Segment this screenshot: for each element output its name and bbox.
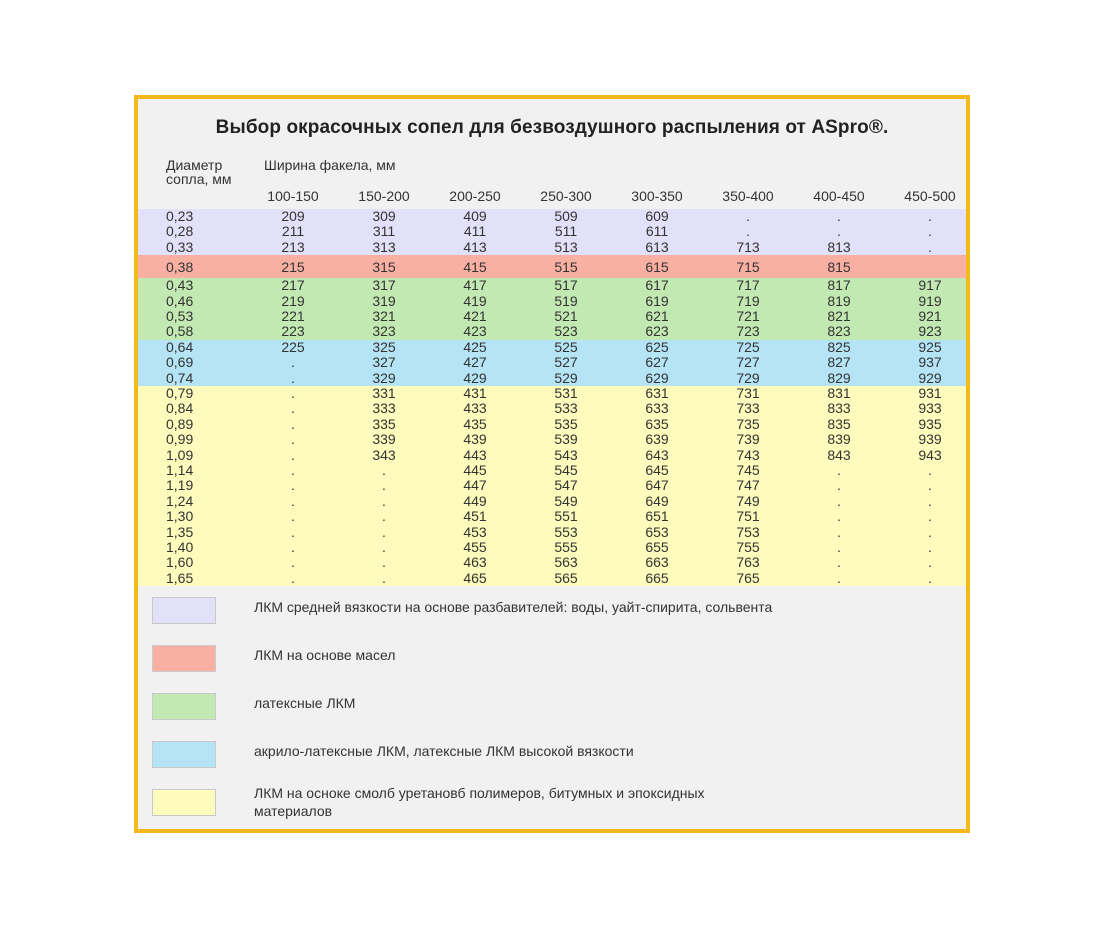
legend-swatch — [152, 597, 216, 624]
nozzle-code-cell: . — [382, 477, 386, 494]
nozzle-code-cell: 733 — [736, 400, 760, 417]
nozzle-code-cell: 217 — [281, 277, 305, 294]
table-row — [138, 417, 966, 432]
nozzle-code-cell: . — [382, 569, 386, 586]
diameter-cell: 1,09 — [166, 446, 194, 463]
nozzle-code-cell: 429 — [463, 369, 487, 386]
nozzle-code-cell: 931 — [918, 385, 942, 401]
nozzle-code-cell: 443 — [463, 446, 487, 463]
table-row — [138, 432, 966, 447]
diameter-cell: 1,65 — [166, 569, 194, 586]
nozzle-code-cell: 313 — [372, 238, 396, 255]
table-row — [138, 224, 966, 239]
nozzle-code-cell: 219 — [281, 292, 305, 309]
table-row — [138, 340, 966, 355]
nozzle-code-cell: 625 — [645, 338, 669, 355]
nozzle-code-cell: 211 — [281, 223, 305, 240]
nozzle-code-cell: 665 — [645, 569, 669, 586]
nozzle-code-cell: 511 — [554, 223, 578, 240]
diameter-cell: 0,38 — [166, 259, 194, 276]
nozzle-code-cell: 721 — [736, 308, 760, 324]
nozzle-code-cell: 835 — [827, 415, 851, 432]
nozzle-code-cell: 653 — [645, 523, 669, 540]
nozzle-code-cell: 609 — [645, 208, 669, 224]
nozzle-chart-frame — [134, 95, 970, 833]
nozzle-code-cell: 919 — [918, 292, 942, 309]
nozzle-code-cell: 747 — [736, 477, 760, 494]
nozzle-code-cell: 823 — [827, 323, 851, 340]
column-header: 450-500 — [904, 188, 956, 204]
nozzle-code-cell: 455 — [463, 539, 487, 555]
nozzle-code-cell: . — [746, 223, 750, 240]
diameter-cell: 0,89 — [166, 415, 194, 432]
nozzle-code-cell: 617 — [645, 277, 669, 294]
nozzle-code-cell: 765 — [736, 569, 760, 586]
nozzle-code-cell: 735 — [736, 415, 760, 432]
diameter-cell: 1,14 — [166, 462, 194, 478]
nozzle-code-cell: 449 — [463, 492, 487, 509]
nozzle-code-cell: 929 — [918, 369, 942, 386]
diameter-cell: 0,46 — [166, 292, 194, 309]
nozzle-code-cell: . — [291, 415, 295, 432]
nozzle-code-cell: 939 — [918, 431, 942, 448]
diameter-cell: 1,30 — [166, 508, 194, 525]
table-row — [138, 260, 966, 275]
diameter-cell: 0,58 — [166, 323, 194, 340]
page-title: Выбор окрасочных сопел для безвоздушного распыления от ASpro®. — [215, 117, 889, 138]
table-row — [138, 209, 966, 224]
nozzle-code-cell: . — [837, 523, 841, 540]
nozzle-code-cell: . — [291, 385, 295, 401]
nozzle-code-cell: . — [837, 462, 841, 478]
column-header: 100-150 — [267, 188, 319, 204]
nozzle-code-cell: . — [291, 369, 295, 386]
nozzle-code-cell: . — [291, 508, 295, 525]
nozzle-code-cell: 745 — [736, 462, 760, 478]
nozzle-code-cell: . — [382, 554, 386, 571]
table-row — [138, 386, 966, 401]
nozzle-code-cell: 325 — [372, 338, 396, 355]
nozzle-code-cell: 833 — [827, 400, 851, 417]
nozzle-code-cell: 411 — [463, 223, 487, 240]
nozzle-code-cell: 335 — [372, 415, 396, 432]
nozzle-code-cell: 421 — [463, 308, 487, 324]
nozzle-code-cell: 223 — [281, 323, 305, 340]
legend-text: ЛКМ на осноке смолб уретановб полимеров, битумных и эпоксидных материалов — [254, 785, 705, 819]
nozzle-code-cell: 319 — [372, 292, 396, 309]
nozzle-code-cell: 535 — [554, 415, 578, 432]
nozzle-code-cell: 921 — [918, 308, 942, 324]
nozzle-code-cell: . — [837, 208, 841, 224]
diameter-cell: 0,43 — [166, 277, 194, 294]
nozzle-code-cell: . — [291, 431, 295, 448]
diameter-cell: 1,19 — [166, 477, 194, 494]
nozzle-code-cell: 623 — [645, 323, 669, 340]
nozzle-code-cell: 615 — [645, 259, 669, 276]
nozzle-code-cell: 719 — [736, 292, 760, 309]
nozzle-code-cell: 923 — [918, 323, 942, 340]
nozzle-code-cell: . — [928, 569, 932, 586]
nozzle-code-cell: 215 — [281, 259, 305, 276]
table-row — [138, 509, 966, 524]
nozzle-code-cell: 465 — [463, 569, 487, 586]
nozzle-code-cell: 739 — [736, 431, 760, 448]
nozzle-code-cell: . — [837, 508, 841, 525]
nozzle-code-cell: . — [291, 354, 295, 371]
nozzle-code-cell: 463 — [463, 554, 487, 571]
nozzle-code-cell: . — [928, 523, 932, 540]
diameter-cell: 1,40 — [166, 539, 194, 555]
legend-text: ЛКМ средней вязкости на основе разбавителей: воды, уайт-спирита, сольвента — [254, 599, 773, 615]
nozzle-code-cell: . — [837, 539, 841, 555]
nozzle-code-cell: . — [291, 446, 295, 463]
nozzle-code-cell: 943 — [918, 446, 942, 463]
nozzle-code-cell: 431 — [463, 385, 487, 401]
nozzle-code-cell: 517 — [554, 277, 578, 294]
nozzle-code-cell: 751 — [736, 508, 760, 525]
legend-text: акрило-латексные ЛКМ, латексные ЛКМ высокой вязкости — [254, 743, 634, 759]
nozzle-code-cell: 525 — [554, 338, 578, 355]
nozzle-code-cell: . — [928, 554, 932, 571]
nozzle-code-cell: . — [382, 492, 386, 509]
legend-swatch — [152, 693, 216, 720]
nozzle-code-cell: . — [382, 508, 386, 525]
diameter-cell: 0,53 — [166, 308, 194, 324]
nozzle-code-cell: 549 — [554, 492, 578, 509]
nozzle-code-cell: 225 — [281, 338, 305, 355]
nozzle-code-cell: 551 — [554, 508, 578, 525]
diameter-cell: 0,69 — [166, 354, 194, 371]
nozzle-code-cell: . — [291, 539, 295, 555]
nozzle-code-cell: 221 — [281, 308, 305, 324]
diameter-cell: 0,33 — [166, 238, 194, 255]
nozzle-code-cell: . — [291, 477, 295, 494]
nozzle-code-cell: 651 — [645, 508, 669, 525]
nozzle-code-cell: 613 — [645, 238, 669, 255]
nozzle-code-cell: 731 — [736, 385, 760, 401]
nozzle-code-cell: 937 — [918, 354, 942, 371]
nozzle-code-cell: 917 — [918, 277, 942, 294]
nozzle-code-cell: . — [928, 223, 932, 240]
nozzle-code-cell: 415 — [463, 259, 487, 276]
nozzle-code-cell: 815 — [827, 259, 851, 276]
table-row — [138, 278, 966, 293]
table-row — [138, 324, 966, 339]
diameter-cell: 1,24 — [166, 492, 194, 509]
table-row — [138, 555, 966, 570]
column-header: 400-450 — [813, 188, 865, 204]
nozzle-code-cell: 555 — [554, 539, 578, 555]
diameter-cell: 0,99 — [166, 431, 194, 448]
nozzle-code-cell: 529 — [554, 369, 578, 386]
nozzle-code-cell: 933 — [918, 400, 942, 417]
diameter-cell: 1,35 — [166, 523, 194, 540]
legend-swatch — [152, 789, 216, 816]
table-row — [138, 309, 966, 324]
nozzle-code-cell: 645 — [645, 462, 669, 478]
column-header: 150-200 — [358, 188, 410, 204]
nozzle-code-cell: . — [837, 477, 841, 494]
nozzle-code-cell: 519 — [554, 292, 578, 309]
table-row — [138, 478, 966, 493]
nozzle-code-cell: 439 — [463, 431, 487, 448]
nozzle-code-cell: 631 — [645, 385, 669, 401]
nozzle-code-cell: 327 — [372, 354, 396, 371]
nozzle-code-cell: . — [837, 554, 841, 571]
nozzle-code-cell: 329 — [372, 369, 396, 386]
nozzle-code-cell: 323 — [372, 323, 396, 340]
nozzle-code-cell: 533 — [554, 400, 578, 417]
nozzle-code-cell: 829 — [827, 369, 851, 386]
nozzle-code-cell: . — [837, 492, 841, 509]
nozzle-code-cell: 333 — [372, 400, 396, 417]
nozzle-code-cell: 639 — [645, 431, 669, 448]
nozzle-code-cell: 331 — [372, 385, 396, 401]
nozzle-code-cell: 509 — [554, 208, 578, 224]
table-row — [138, 463, 966, 478]
table-row — [138, 494, 966, 509]
nozzle-code-cell: 839 — [827, 431, 851, 448]
nozzle-code-cell: 433 — [463, 400, 487, 417]
nozzle-code-cell: 339 — [372, 431, 396, 448]
nozzle-code-cell: . — [291, 462, 295, 478]
nozzle-code-cell: 729 — [736, 369, 760, 386]
nozzle-code-cell: 643 — [645, 446, 669, 463]
legend-text: ЛКМ на основе масел — [254, 647, 396, 663]
nozzle-code-cell: . — [746, 208, 750, 224]
nozzle-code-cell: 715 — [736, 259, 760, 276]
nozzle-code-cell: 435 — [463, 415, 487, 432]
nozzle-code-cell: 635 — [645, 415, 669, 432]
nozzle-code-cell: . — [928, 539, 932, 555]
nozzle-code-cell: 627 — [645, 354, 669, 371]
nozzle-code-cell: 655 — [645, 539, 669, 555]
nozzle-code-cell: . — [291, 569, 295, 586]
diameter-cell: 0,74 — [166, 369, 194, 386]
nozzle-code-cell: 611 — [645, 223, 669, 240]
nozzle-code-cell: 843 — [827, 446, 851, 463]
legend-text: латексные ЛКМ — [254, 695, 356, 711]
nozzle-code-cell: 343 — [372, 446, 396, 463]
nozzle-code-cell: 647 — [645, 477, 669, 494]
nozzle-code-cell: 553 — [554, 523, 578, 540]
nozzle-code-cell: 565 — [554, 569, 578, 586]
nozzle-code-cell: 749 — [736, 492, 760, 509]
nozzle-code-cell: 321 — [372, 308, 396, 324]
nozzle-code-cell: 311 — [372, 223, 396, 240]
nozzle-code-cell: 417 — [463, 277, 487, 294]
nozzle-code-cell: 629 — [645, 369, 669, 386]
legend-swatch — [152, 741, 216, 768]
diameter-cell: 0,79 — [166, 385, 194, 401]
nozzle-code-cell: 817 — [827, 277, 851, 294]
nozzle-code-cell: 409 — [463, 208, 487, 224]
nozzle-code-cell: 453 — [463, 523, 487, 540]
nozzle-code-cell: 827 — [827, 354, 851, 371]
nozzle-code-cell: . — [382, 539, 386, 555]
nozzle-code-cell: 723 — [736, 323, 760, 340]
nozzle-code-cell: . — [382, 523, 386, 540]
diameter-header: Диаметр сопла, мм — [166, 157, 232, 187]
nozzle-code-cell: 213 — [281, 238, 305, 255]
nozzle-code-cell: 445 — [463, 462, 487, 478]
nozzle-code-cell: 309 — [372, 208, 396, 224]
nozzle-code-cell: 451 — [463, 508, 487, 525]
nozzle-code-cell: 825 — [827, 338, 851, 355]
fan-width-header: Ширина факела, мм — [264, 157, 396, 173]
table-row — [138, 355, 966, 370]
nozzle-code-cell: 531 — [554, 385, 578, 401]
diameter-cell: 0,64 — [166, 338, 194, 355]
nozzle-code-cell: 727 — [736, 354, 760, 371]
nozzle-code-cell: 527 — [554, 354, 578, 371]
nozzle-code-cell: 619 — [645, 292, 669, 309]
diameter-cell: 1,60 — [166, 554, 194, 571]
column-header: 250-300 — [540, 188, 592, 204]
table-row — [138, 294, 966, 309]
nozzle-code-cell: 315 — [372, 259, 396, 276]
nozzle-code-cell: . — [928, 462, 932, 478]
table-row — [138, 371, 966, 386]
nozzle-code-cell: . — [291, 554, 295, 571]
nozzle-code-cell: 813 — [827, 238, 851, 255]
nozzle-code-cell: 543 — [554, 446, 578, 463]
nozzle-code-cell: 725 — [736, 338, 760, 355]
nozzle-code-cell: 713 — [736, 238, 760, 255]
table-row — [138, 540, 966, 555]
diameter-cell: 0,23 — [166, 208, 194, 224]
nozzle-code-cell: 663 — [645, 554, 669, 571]
nozzle-code-cell: 649 — [645, 492, 669, 509]
nozzle-code-cell: . — [928, 208, 932, 224]
nozzle-code-cell: 545 — [554, 462, 578, 478]
nozzle-code-cell: 831 — [827, 385, 851, 401]
nozzle-code-cell: 935 — [918, 415, 942, 432]
nozzle-code-cell: 753 — [736, 523, 760, 540]
legend-swatch — [152, 645, 216, 672]
nozzle-code-cell: 621 — [645, 308, 669, 324]
nozzle-code-cell: 425 — [463, 338, 487, 355]
nozzle-code-cell: 539 — [554, 431, 578, 448]
nozzle-code-cell: . — [291, 523, 295, 540]
nozzle-code-cell: 633 — [645, 400, 669, 417]
table-row — [138, 240, 966, 255]
nozzle-code-cell: 447 — [463, 477, 487, 494]
table-row — [138, 571, 966, 586]
nozzle-code-cell: 513 — [554, 238, 578, 255]
nozzle-code-cell: . — [291, 492, 295, 509]
nozzle-code-cell: 925 — [918, 338, 942, 355]
nozzle-code-cell: . — [928, 492, 932, 509]
nozzle-code-cell: . — [382, 462, 386, 478]
nozzle-code-cell: 317 — [372, 277, 396, 294]
nozzle-code-cell: 547 — [554, 477, 578, 494]
nozzle-code-cell: 515 — [554, 259, 578, 276]
column-header: 200-250 — [449, 188, 501, 204]
nozzle-code-cell: . — [837, 569, 841, 586]
nozzle-code-cell: 819 — [827, 292, 851, 309]
table-row — [138, 448, 966, 463]
nozzle-code-cell: 413 — [463, 238, 487, 255]
nozzle-code-cell: . — [928, 508, 932, 525]
nozzle-code-cell: 717 — [736, 277, 760, 294]
table-row — [138, 401, 966, 416]
nozzle-code-cell: . — [291, 400, 295, 417]
nozzle-code-cell: 523 — [554, 323, 578, 340]
nozzle-code-cell: 755 — [736, 539, 760, 555]
table-row — [138, 525, 966, 540]
diameter-cell: 0,28 — [166, 223, 194, 240]
diameter-cell: 0,84 — [166, 400, 194, 417]
nozzle-code-cell: 821 — [827, 308, 851, 324]
column-header: 300-350 — [631, 188, 683, 204]
nozzle-code-cell: 743 — [736, 446, 760, 463]
nozzle-code-cell: 763 — [736, 554, 760, 571]
nozzle-code-cell: 427 — [463, 354, 487, 371]
nozzle-code-cell: 419 — [463, 292, 487, 309]
nozzle-code-cell: . — [837, 223, 841, 240]
nozzle-code-cell: 521 — [554, 308, 578, 324]
nozzle-code-cell: 209 — [281, 208, 305, 224]
nozzle-code-cell: 563 — [554, 554, 578, 571]
nozzle-code-cell: . — [928, 477, 932, 494]
column-header: 350-400 — [722, 188, 774, 204]
nozzle-code-cell: . — [928, 238, 932, 255]
nozzle-code-cell: 423 — [463, 323, 487, 340]
